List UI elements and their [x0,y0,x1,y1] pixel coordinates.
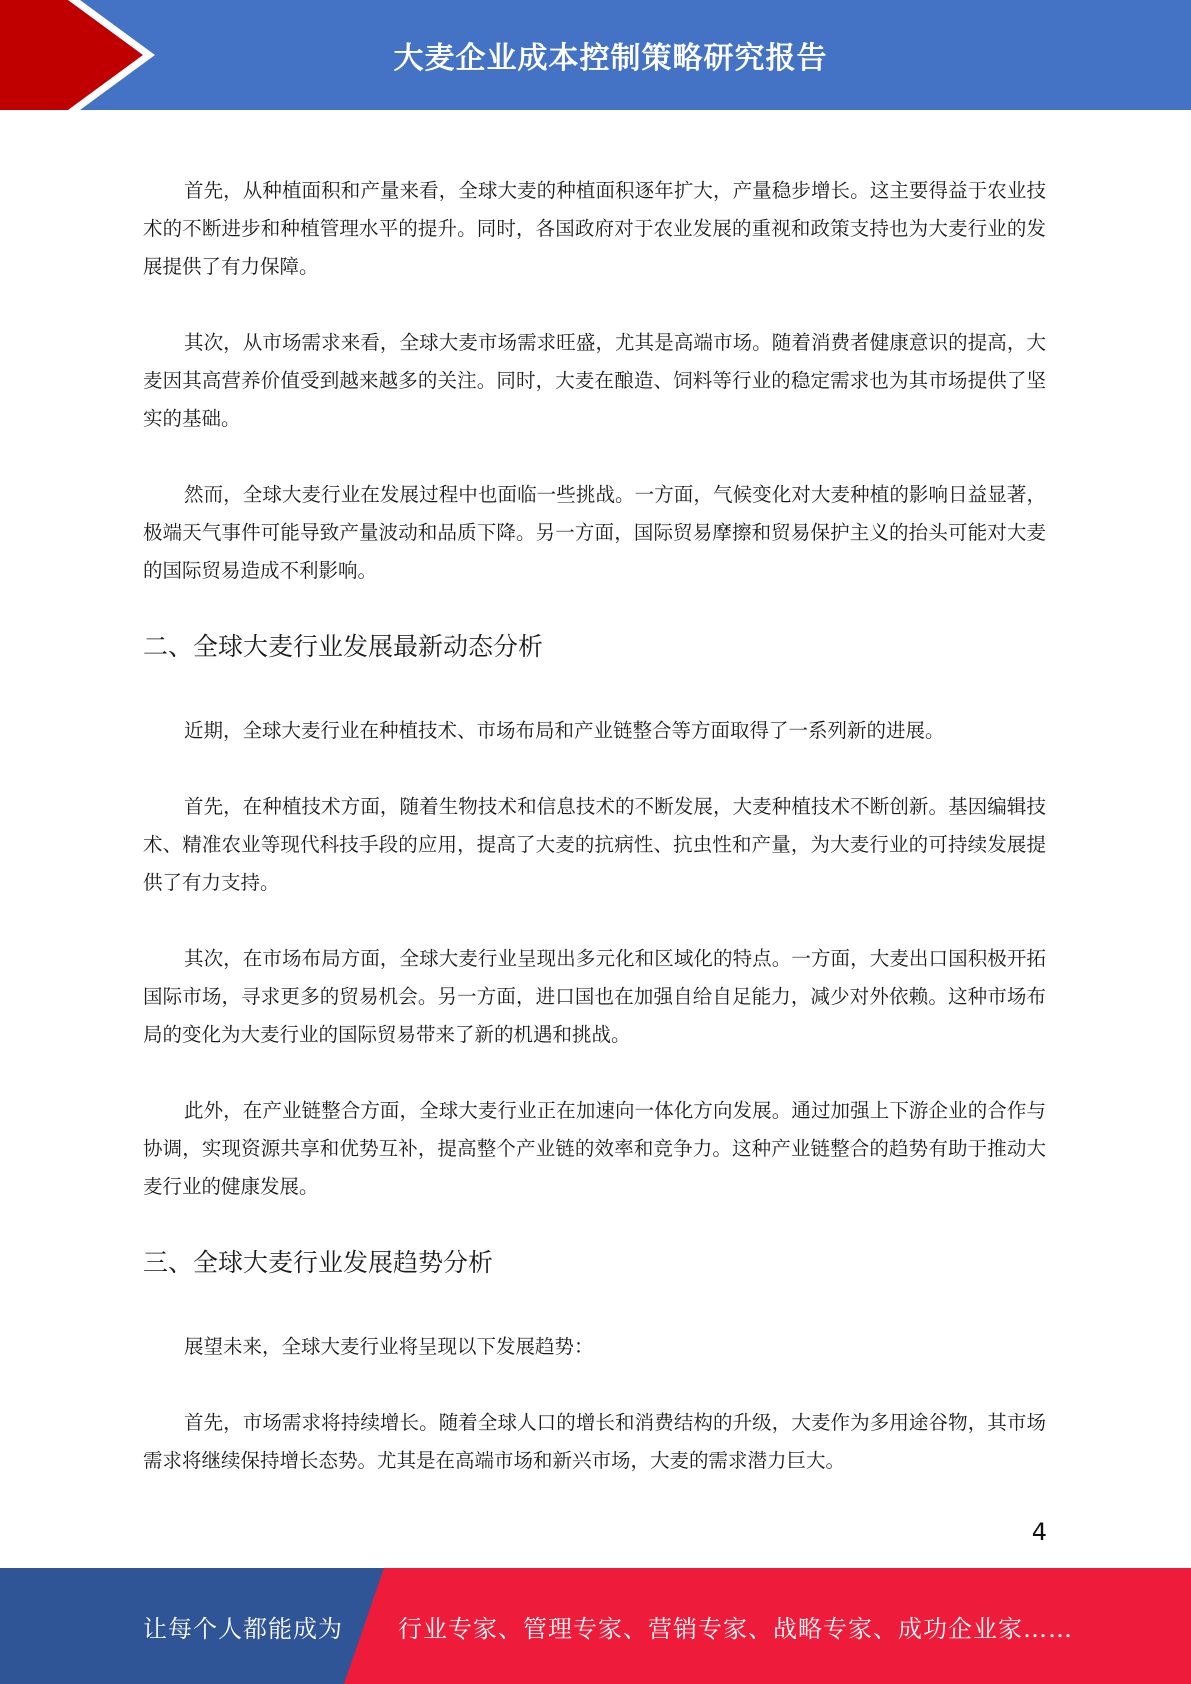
paragraph: 近期，全球大麦行业在种植技术、市场布局和产业链整合等方面取得了一系列新的进展。 [184,719,945,742]
paragraph: 然而，全球大麦行业在发展过程中也面临一些挑战。一方面，气候变化对大麦种植的影响日益显著，极端天气事件可能导致产量波动和品质下降。另一方面，国际贸易摩擦和贸易保护主义的抬头可能对大麦的国际贸易造成不利影响。 [143,483,1046,582]
page-number: 4 [1031,1518,1047,1546]
paragraph: 首先，市场需求将持续增长。随着全球人口的增长和消费结构的升级，大麦作为多用途谷物，其市场需求将继续保持增长态势。尤其是在高端市场和新兴市场，大麦的需求潜力巨大。 [143,1411,1046,1472]
paragraph: 首先，在种植技术方面，随着生物技术和信息技术的不断发展，大麦种植技术不断创新。基因编辑技术、精准农业等现代科技手段的应用，提高了大麦的抗病性、抗虫性和产量，为大麦行业的可持续发展提供了有力支持。 [143,795,1046,894]
footer-slogan-left: 让每个人都能成为 [143,1614,343,1643]
document-body [143,172,1046,1518]
paragraph: 展望未来，全球大麦行业将呈现以下发展趋势： [184,1335,594,1358]
footer-banner [0,1568,1191,1684]
paragraph: 其次，从市场需求来看，全球大麦市场需求旺盛，尤其是高端市场。随着消费者健康意识的提高，大麦因其高营养价值受到越来越多的关注。同时，大麦在酿造、饲料等行业的稳定需求也为其市场提供了坚实的基础。 [143,331,1046,430]
header-banner [0,0,1191,110]
paragraph: 首先，从种植面积和产量来看，全球大麦的种植面积逐年扩大，产量稳步增长。这主要得益于农业技术的不断进步和种植管理水平的提升。同时，各国政府对于农业发展的重视和政策支持也为大麦行业的发展提供了有力保障。 [143,179,1046,278]
paragraph: 其次，在市场布局方面，全球大麦行业呈现出多元化和区域化的特点。一方面，大麦出口国积极开拓国际市场，寻求更多的贸易机会。另一方面，进口国也在加强自给自足能力，减少对外依赖。这种市场布局的变化为大麦行业的国际贸易带来了新的机遇和挑战。 [143,947,1046,1046]
section-heading: 二、全球大麦行业发展最新动态分析 [143,632,544,661]
document-title: 大麦企业成本控制策略研究报告 [393,41,828,76]
footer-slogan-right: 行业专家、管理专家、营销专家、战略专家、成功企业家…… [398,1614,1073,1643]
paragraph: 此外，在产业链整合方面，全球大麦行业正在加速向一体化方向发展。通过加强上下游企业的合作与协调，实现资源共享和优势互补，提高整个产业链的效率和竞争力。这种产业链整合的趋势有助于推动大麦行业的健康发展。 [143,1099,1046,1198]
section-heading: 三、全球大麦行业发展趋势分析 [143,1248,494,1277]
